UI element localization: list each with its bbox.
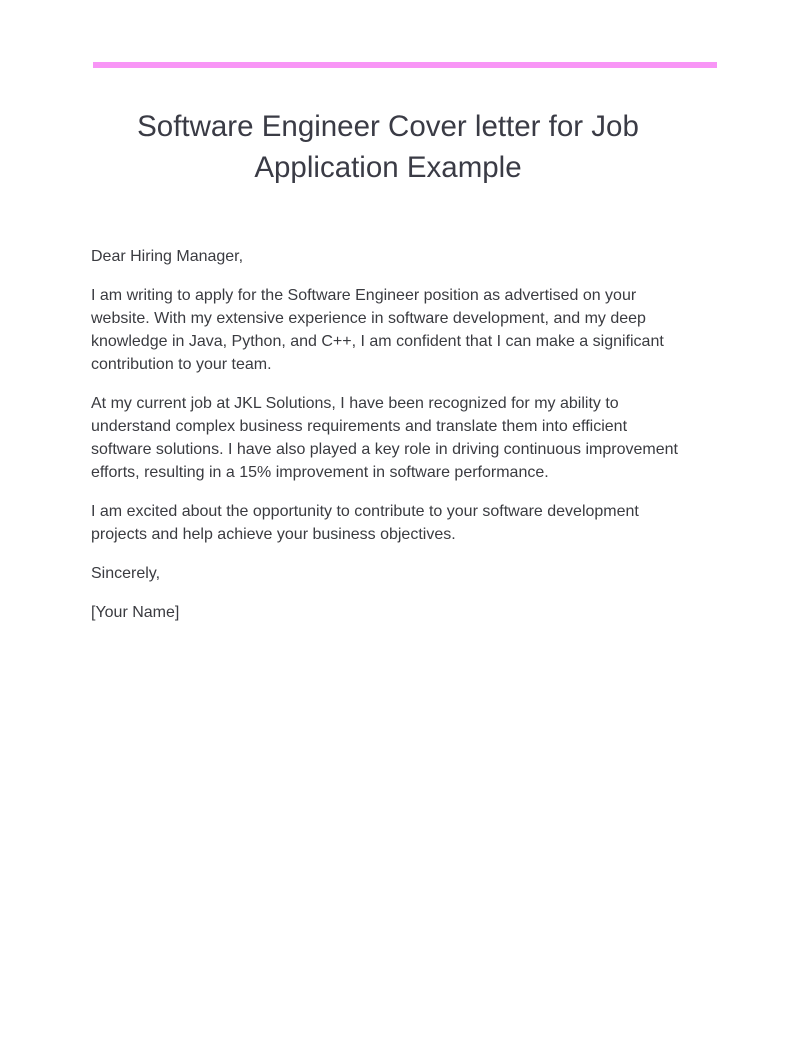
- paragraph: [91, 284, 731, 376]
- signature-text: [Your Name]: [91, 604, 180, 621]
- closing: [91, 562, 731, 585]
- text-line: understand complex business requirements and translate them into efficient: [91, 418, 628, 435]
- text-line: projects and help achieve your business objectives.: [91, 526, 456, 543]
- letter-body: [91, 245, 731, 640]
- paragraph: [91, 500, 731, 546]
- text-line: I am excited about the opportunity to contribute to your software development: [91, 503, 639, 520]
- salutation-text: Dear Hiring Manager,: [91, 248, 244, 265]
- title-line: Application Example: [254, 151, 522, 184]
- text-line: I am writing to apply for the Software Engineer position as advertised on your: [91, 287, 637, 304]
- text-line: knowledge in Java, Python, and C++, I am confident that I can make a significant: [91, 333, 664, 350]
- title-line: Software Engineer Cover letter for Job: [137, 110, 639, 143]
- text-line: efforts, resulting in a 15% improvement in software performance.: [91, 464, 549, 481]
- closing-text: Sincerely,: [91, 565, 161, 582]
- accent-bar: [93, 62, 717, 68]
- text-line: website. With my extensive experience in software development, and my deep: [91, 310, 646, 327]
- text-line: software solutions. I have also played a key role in driving continuous improvement: [91, 441, 678, 458]
- paragraph: [91, 392, 731, 484]
- page-title: [93, 106, 683, 188]
- text-line: At my current job at JKL Solutions, I have been recognized for my ability to: [91, 395, 619, 412]
- signature: [91, 601, 731, 624]
- text-line: contribution to your team.: [91, 356, 272, 373]
- salutation: [91, 245, 731, 268]
